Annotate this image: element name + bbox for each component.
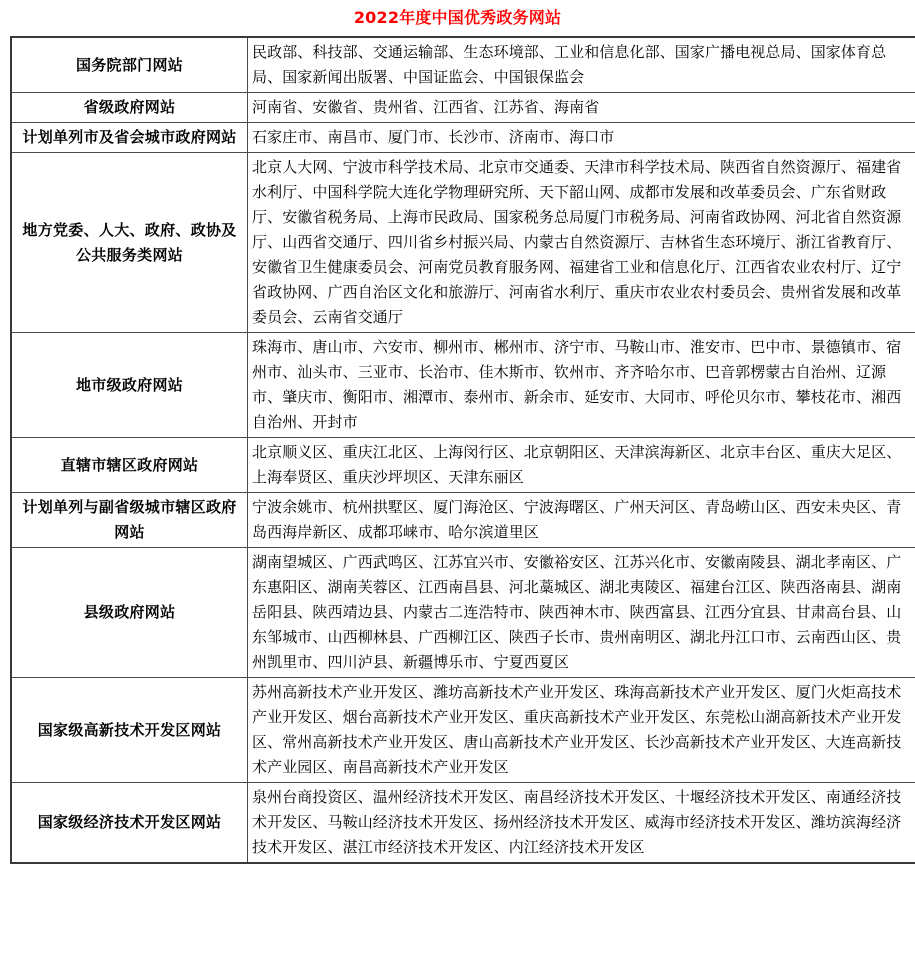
award-table xyxy=(10,36,915,864)
row-category: 计划单列与副省级城市辖区政府网站 xyxy=(11,493,248,548)
row-items-text: 宁波余姚市、杭州拱墅区、厦门海沧区、宁波海曙区、广州天河区、青岛崂山区、西安未央区、青岛西海岸新区、成都邛崃市、哈尔滨道里区 xyxy=(252,498,902,541)
page-title: 2022年度中国优秀政务网站 xyxy=(353,8,562,27)
row-items-text: 湖南望城区、广西武鸣区、江苏宜兴市、安徽裕安区、江苏兴化市、安徽南陵县、湖北孝南区、广东惠阳区、湖南芙蓉区、江西南昌县、河北藁城区、湖北夷陵区、福建台江区、陕西洛南县、湖南岳阳县、陕西靖边县、内蒙古二连浩特市、陕西神木市、陕西富县、江西分宜县、甘肃高台县、山东邹城市、山西柳林县、广西柳江区、陕西子长市、贵州南明区、湖北丹江口市、云南西山区、贵州凯里市、四川泸县、新疆博乐市、宁夏西夏区 xyxy=(252,553,902,671)
table-row xyxy=(11,153,915,333)
row-items xyxy=(248,333,915,438)
row-items xyxy=(248,548,915,678)
row-items-text: 北京人大网、宁波市科学技术局、北京市交通委、天津市科学技术局、陕西省自然资源厅、福建省水利厅、中国科学院大连化学物理研究所、天下韶山网、成都市发展和改革委员会、广东省财政厅、安徽省税务局、上海市民政局、国家税务总局厦门市税务局、河南省政协网、河北省自然资源厅、山西省交通厅、四川省乡村振兴局、内蒙古自然资源厅、吉林省生态环境厅、浙江省教育厅、安徽省卫生健康委员会、河南党员教育服务网、福建省工业和信息化厅、江西省农业农村厅、辽宁省政协网、广西自治区文化和旅游厅、河南省水利厅、重庆市农业农村委员会、贵州省发展和改革委员会、云南省交通厅 xyxy=(252,158,902,326)
row-items-text: 苏州高新技术产业开发区、潍坊高新技术产业开发区、珠海高新技术产业开发区、厦门火炬高技术产业开发区、烟台高新技术产业开发区、重庆高新技术产业开发区、东莞松山湖高新技术产业开发区、常州高新技术产业开发区、唐山高新技术产业开发区、长沙高新技术产业开发区、大连高新技术产业园区、南昌高新技术产业开发区 xyxy=(252,683,902,776)
table-row xyxy=(11,37,915,93)
row-items-text: 珠海市、唐山市、六安市、柳州市、郴州市、济宁市、马鞍山市、淮安市、巴中市、景德镇市、宿州市、汕头市、三亚市、长治市、佳木斯市、钦州市、齐齐哈尔市、巴音郭楞蒙古自治州、辽源市、肇庆市、衡阳市、湘潭市、泰州市、新余市、延安市、大同市、呼伦贝尔市、攀枝花市、湘西自治州、开封市 xyxy=(252,338,902,431)
table-row xyxy=(11,438,915,493)
row-items xyxy=(248,93,915,123)
row-items-text: 北京顺义区、重庆江北区、上海闵行区、北京朝阳区、天津滨海新区、北京丰台区、重庆大足区、上海奉贤区、重庆沙坪坝区、天津东丽区 xyxy=(252,443,902,486)
row-items xyxy=(248,153,915,333)
row-category: 国家级高新技术开发区网站 xyxy=(11,678,248,783)
row-items xyxy=(248,37,915,93)
row-category: 计划单列市及省会城市政府网站 xyxy=(11,123,248,153)
row-items-text: 石家庄市、南昌市、厦门市、长沙市、济南市、海口市 xyxy=(252,128,615,146)
row-category: 县级政府网站 xyxy=(11,548,248,678)
row-category: 国家级经济技术开发区网站 xyxy=(11,783,248,864)
table-row xyxy=(11,678,915,783)
table-row xyxy=(11,548,915,678)
table-row xyxy=(11,93,915,123)
row-category: 直辖市辖区政府网站 xyxy=(11,438,248,493)
table-row xyxy=(11,123,915,153)
row-items-text: 泉州台商投资区、温州经济技术开发区、南昌经济技术开发区、十堰经济技术开发区、南通经济技术开发区、马鞍山经济技术开发区、扬州经济技术开发区、威海市经济技术开发区、潍坊滨海经济技术开发区、湛江市经济技术开发区、内江经济技术开发区 xyxy=(252,788,902,856)
table-row xyxy=(11,333,915,438)
row-items xyxy=(248,438,915,493)
row-category: 省级政府网站 xyxy=(11,93,248,123)
row-category: 国务院部门网站 xyxy=(11,37,248,93)
row-items xyxy=(248,493,915,548)
row-category: 地方党委、人大、政府、政协及公共服务类网站 xyxy=(11,153,248,333)
row-items xyxy=(248,123,915,153)
table-body xyxy=(11,37,915,863)
row-items-text: 民政部、科技部、交通运输部、生态环境部、工业和信息化部、国家广播电视总局、国家体育总局、国家新闻出版署、中国证监会、中国银保监会 xyxy=(252,43,887,86)
row-items xyxy=(248,783,915,864)
row-items xyxy=(248,678,915,783)
table-row xyxy=(11,493,915,548)
table-row xyxy=(11,783,915,864)
row-items-text: 河南省、安徽省、贵州省、江西省、江苏省、海南省 xyxy=(252,98,600,116)
row-category: 地市级政府网站 xyxy=(11,333,248,438)
